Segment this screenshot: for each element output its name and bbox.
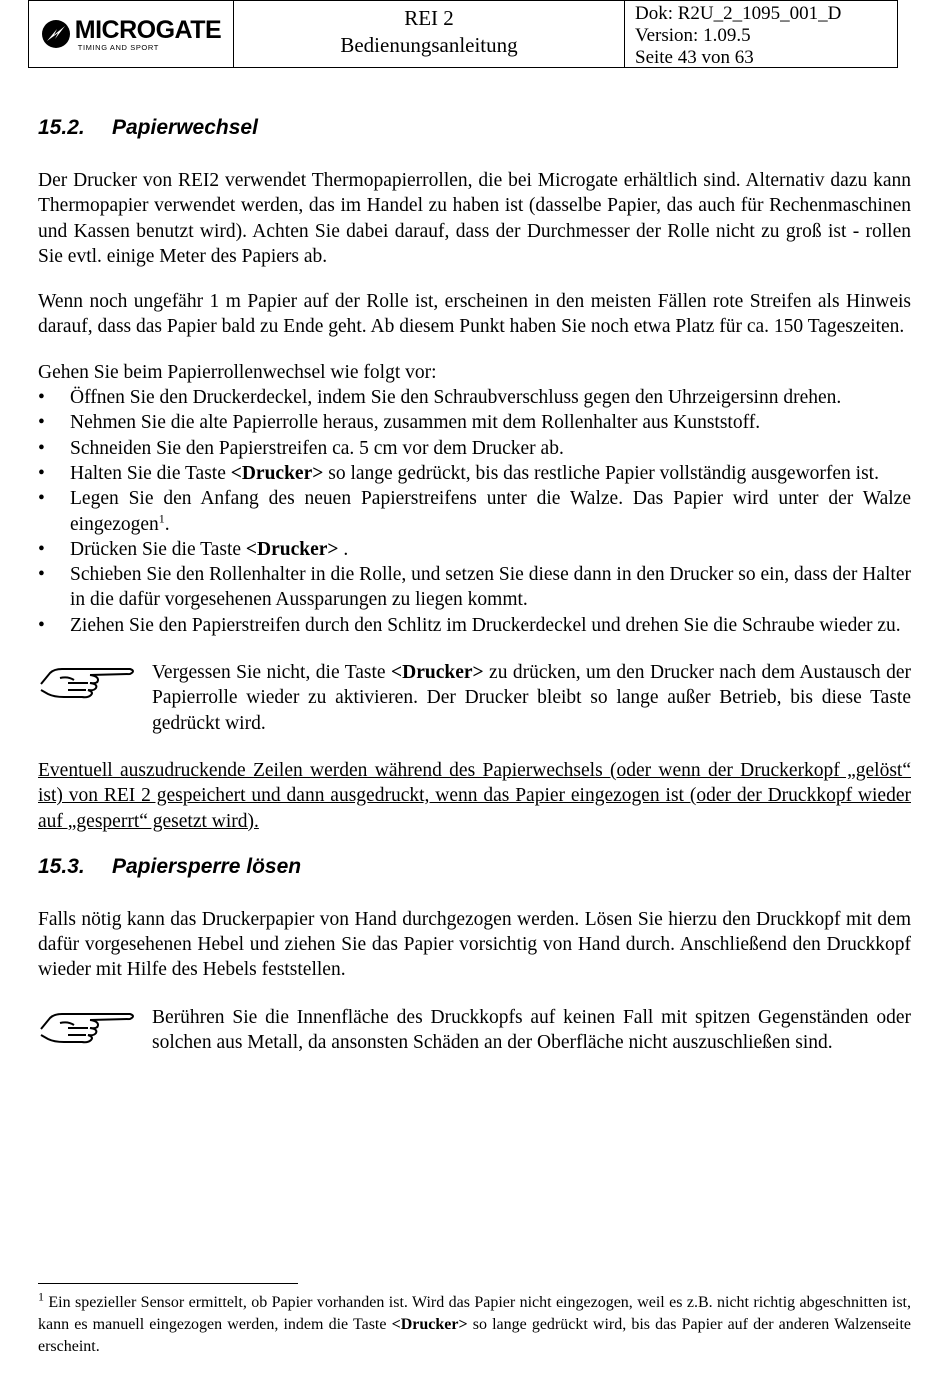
footnote-mark: 1 [38,1289,44,1304]
microgate-logo [41,17,221,52]
bullet-icon: • [38,437,45,459]
list-item: • Halten Sie die Taste <Drucker> so lange gedrückt, bis das restliche Papier vollständig ausgeworfen ist. [38,461,911,486]
bullet-icon: • [38,412,45,434]
bullet-icon: • [38,614,45,636]
pointing-hand-icon [38,660,152,736]
list-item: • Öffnen Sie den Druckerdeckel, indem Sie den Schraubverschluss gegen den Uhrzeigersinn drehen. [38,385,911,410]
paragraph: Gehen Sie beim Papierrollenwechsel wie folgt vor: [38,361,437,383]
document-id: Dok: R2U_2_1095_001_D [635,3,842,24]
logo-tagline: TIMING AND SPORT [77,42,159,52]
page-header [28,0,898,68]
list-item: • Legen Sie den Anfang des neuen Papierstreifens unter die Walze. Das Papier wird unter der Walze eingezogen$^1$. [38,488,911,535]
header-title-cell [234,1,625,67]
section-number: 15.2. [38,116,85,139]
bullet-icon: • [38,488,45,510]
note-text: Vergessen Sie nicht, die Taste <Drucker> zu drücken, um den Drucker nach dem Austausch der Papierrolle wieder zu aktivieren. Der Drucker bleibt so lange außer Betrieb, bis diese Taste gedrückt wird. [152,662,912,734]
key-name: <Drucker> [391,1316,468,1333]
paragraph: Der Drucker von REI2 verwendet Thermopapierrollen, die bei Microgate erhältlich sind. Alternativ dazu kann Thermopapier verwendet werden, das im Handel zu haben ist (dasselbe Papier, das auch für Rechenmaschinen und Kassen benutzt wird). Achten Sie dabei darauf, dass der Durchmesser der Rolle nicht zu groß ist - rollen Sie evtl. einige Meter des Papiers ab. [38,170,911,267]
microgate-logo-icon [41,19,71,49]
pointing-hand-icon [38,1005,152,1056]
document-version: Version: 1.09.5 [635,25,751,46]
section-heading-papierwechsel [38,113,911,143]
document-subtitle: Bedienungsanleitung [340,33,518,57]
paragraph: Wenn noch ungefähr 1 m Papier auf der Rolle ist, erscheinen in den meisten Fällen rote Streifen als Hinweis darauf, dass das Papier bald zu Ende geht. Ab diesem Punkt haben Sie noch etwa Platz für ca. 150 Tageszeiten. [38,291,911,338]
note-text: Berühren Sie die Innenfläche des Druckkopfs auf keinen Fall mit spitzen Gegenständen oder solchen aus Metall, da ansonsten Schäden an der Oberfläche nicht auszuschließen sind. [152,1006,911,1054]
note-box [38,660,911,736]
underlined-paragraph: Eventuell auszudruckende Zeilen werden während des Papierwechsels (oder wenn der Druckerkopf „gelöst“ ist) von REI 2 gespeichert und dann ausgedruckt, wenn das Papier eingezogen ist (oder der Druckkopf wieder auf „gesperrt“ gesetzt wird). [38,759,911,832]
bullet-icon: • [38,462,45,484]
section-title: Papierwechsel [112,116,258,139]
section-heading-papiersperre [38,852,911,882]
bullet-icon: • [38,538,45,560]
document-title: REI 2 [404,6,454,30]
footnote-separator [38,1283,298,1284]
header-meta-cell [625,1,897,67]
bullet-icon: • [38,564,45,586]
steps-list [38,385,911,638]
bullet-icon: • [38,387,45,409]
logo-cell [29,1,234,67]
key-name: <Drucker> [245,538,339,560]
list-item: • Schieben Sie den Rollenhalter in die Rolle, und setzen Sie diese dann in den Drucker so ein, dass der Halter in die dafür vorgesehenen Aussparungen zu liegen kommt. [38,564,911,611]
section-number: 15.3. [38,854,85,878]
footnote: $^1$ Ein spezieller Sensor ermittelt, ob Papier vorhanden ist. Wird das Papier nicht eingezogen, weil es z.B. nicht richtig abgeschnitten ist, kann es manuell eingezogen werden, indem die Taste <Drucker> so lange gedrückt wird, bis das Papier auf der anderen Walzenseite erscheint. [38,1289,912,1355]
paragraph: Falls nötig kann das Druckerpapier von Hand durchgezogen werden. Lösen Sie hierzu den Druckkopf mit dem dafür vorgesehenen Hebel und ziehen Sie das Papier vorsichtig von Hand durch. Anschließend den Druckkopf wieder mit Hilfe des Hebels feststellen. [38,908,911,981]
footnote-reference: 1 [158,511,165,526]
list-item: • Drücken Sie die Taste <Drucker> . [38,537,911,562]
list-item: • Ziehen Sie den Papierstreifen durch den Schlitz im Druckerdeckel und drehen Sie die Schraube wieder zu. [38,613,911,638]
list-item: • Schneiden Sie den Papierstreifen ca. 5 cm vor dem Drucker ab. [38,436,911,461]
section-title: Papiersperre lösen [112,854,302,878]
page-number: Seite 43 von 63 [635,47,754,68]
logo-name: MICROGATE [74,15,222,44]
key-name: <Drucker> [230,462,324,484]
key-name: <Drucker> [391,662,484,684]
list-item: • Nehmen Sie die alte Papierrolle heraus, zusammen mit dem Rollenhalter aus Kunststoff. [38,410,911,435]
note-box [38,1005,911,1056]
page-content [38,113,911,1055]
